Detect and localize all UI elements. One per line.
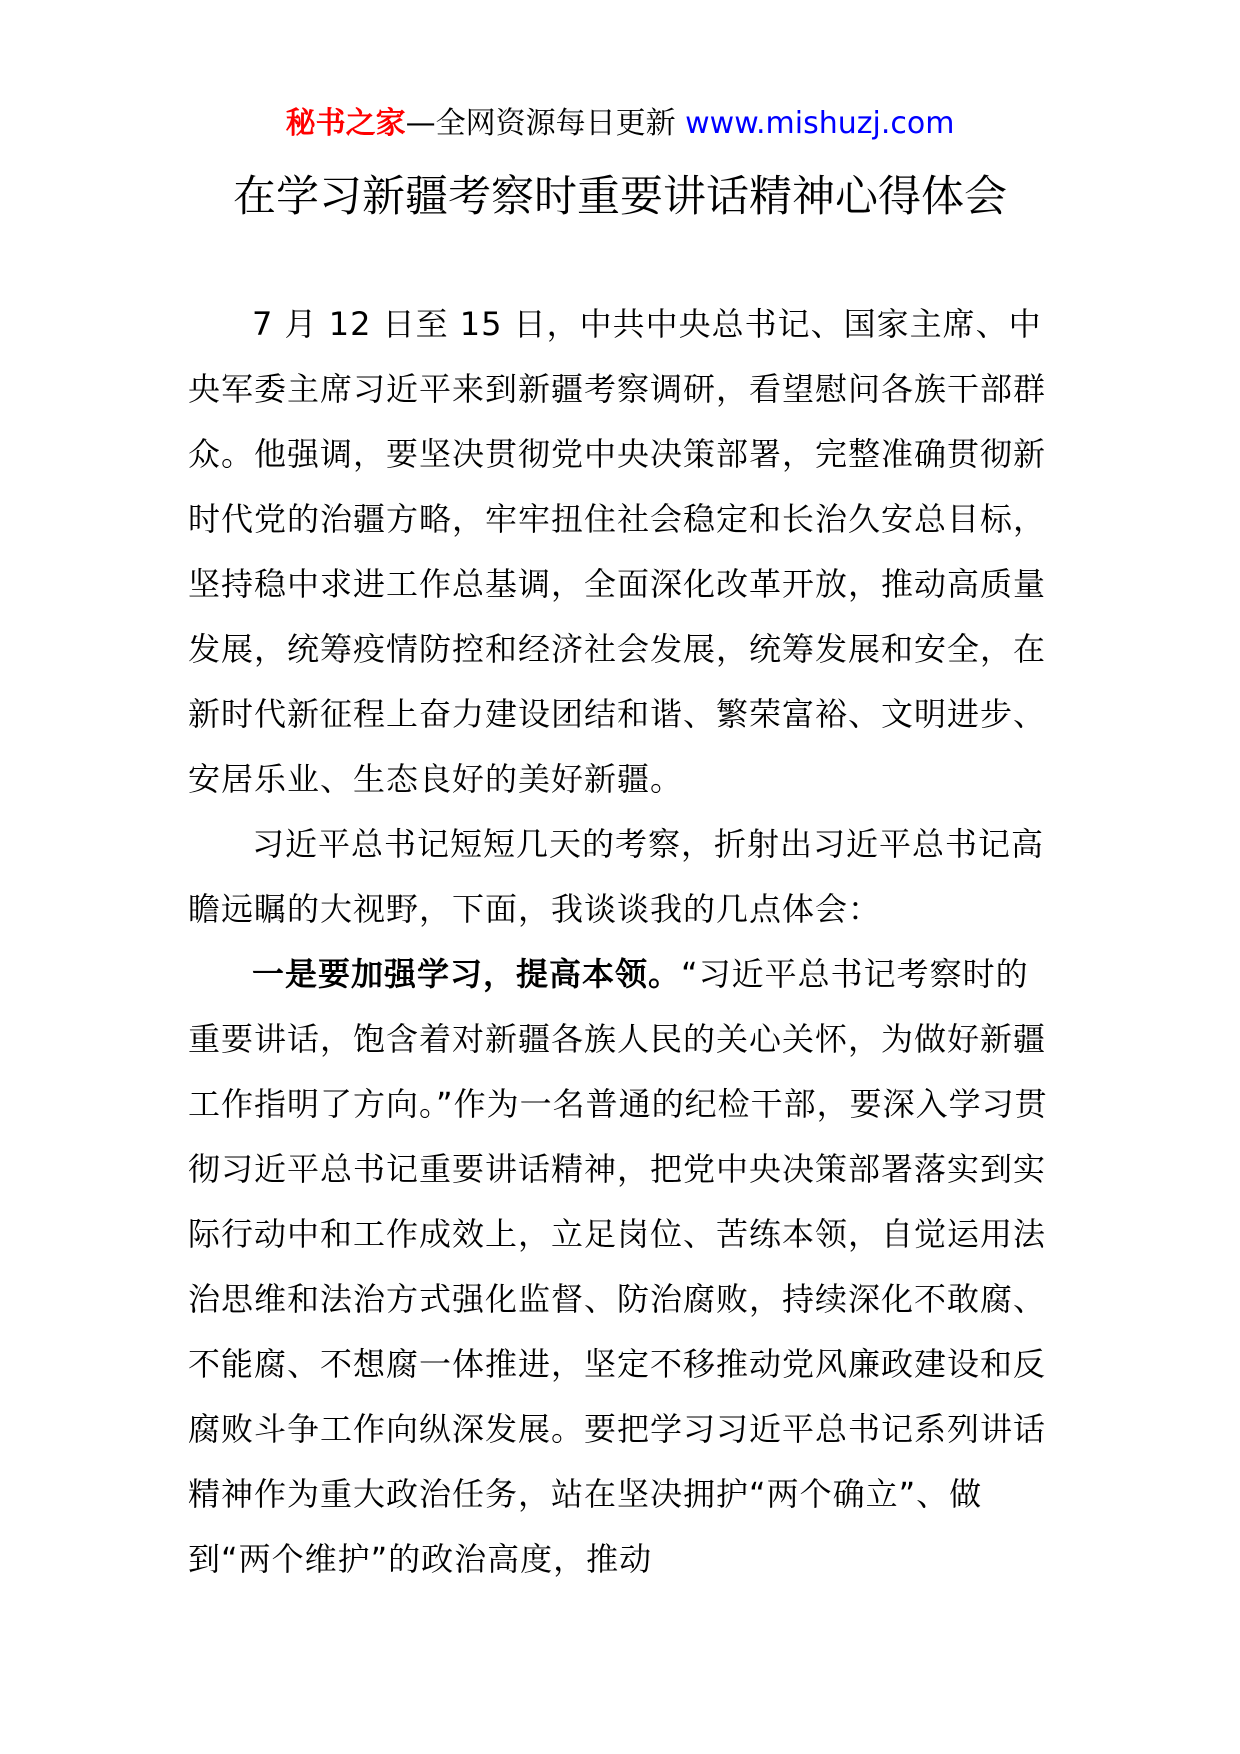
paragraph-text: “习近平总书记考察时的重要讲话，饱含着对新疆各族人民的关心关怀，为做好新疆工作指明了方向。”作为一名普通的纪检干部，要深入学习贯彻习近平总书记重要讲话精神，把党中央决策部署落实到实际行动中和工作成效上，立足岗位、苦练本领，自觉运用法治思维和法治方式强化监督、防治腐败，持续深化不敢腐、不能腐、不想腐一体推进，坚定不移推动党风廉政建设和反腐败斗争工作向纵深发展。要把学习习近平总书记系列讲话精神作为重大政治任务，站在坚决拥护“两个确立”、做到“两个维护”的政治高度，推动 xyxy=(188,955,1048,1578)
paragraph-lead-heading: 一是要加强学习，提高本领。 xyxy=(252,955,682,993)
header-tagline: —全网资源每日更新 xyxy=(405,106,686,141)
watermark-header xyxy=(0,100,1240,148)
paragraph-text: 习近平总书记短短几天的考察，折射出习近平总书记高瞻远瞩的大视野，下面，我谈谈我的几点体会： xyxy=(188,825,1045,928)
document-body xyxy=(188,292,1058,1592)
brand-name: 秘书之家 xyxy=(285,106,406,141)
paragraph xyxy=(188,812,1058,942)
document-title: 在学习新疆考察时重要讲话精神心得体会 xyxy=(233,172,1007,222)
paragraph xyxy=(188,292,1058,812)
website-link[interactable]: www.mishuzj.com xyxy=(685,106,955,141)
paragraph xyxy=(188,942,1058,1592)
paragraph-text: 7 月 12 日至 15 日，中共中央总书记、国家主席、中央军委主席习近平来到新疆考察调研，看望慰问各族干部群众。他强调，要坚决贯彻党中央决策部署，完整准确贯彻新时代党的治疆方略，牢牢扭住社会稳定和长治久安总目标，坚持稳中求进工作总基调，全面深化改革开放，推动高质量发展，统筹疫情防控和经济社会发展，统筹发展和安全，在新时代新征程上奋力建设团结和谐、繁荣富裕、文明进步、安居乐业、生态良好的美好新疆。 xyxy=(188,305,1047,798)
